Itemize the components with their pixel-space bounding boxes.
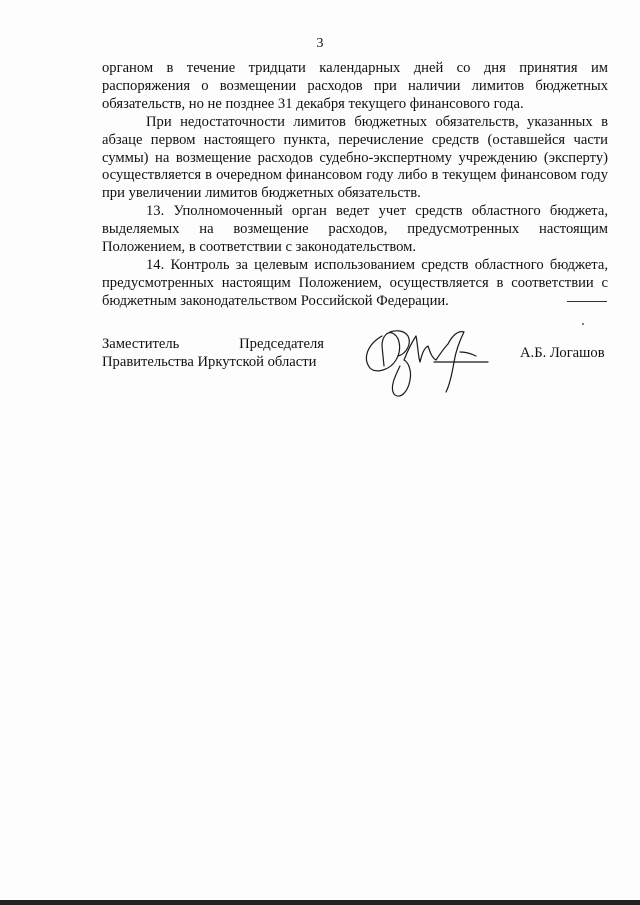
signatory-title-line-1 (102, 336, 324, 354)
signatory-title-word-chairman: Председателя (239, 336, 324, 352)
paragraph-continuation: органом в течение тридцати календарных дней со дня принятия им распоряжения о возмещении расходов при наличии лимитов бюджетных обязательств, но не позднее 31 декабря текущего финансового года. (102, 60, 608, 112)
signatory-title-word-deputy: Заместитель (102, 336, 180, 352)
paragraph-insufficient-limits: При недостаточности лимитов бюджетных обязательств, указанных в абзаце первом настоящего пункта, перечисление средств (оставшейся части суммы) на возмещение расходов судебно-экспертному учреждению (эксперту) осуществляется в очередном финансовом году либо в текущем финансовом году при увеличении лимитов бюджетных обязательств. (102, 113, 608, 202)
signatory-name: А.Б. Логашов (520, 345, 605, 361)
document-body (102, 60, 608, 311)
signatory-title-line-2: Правительства Иркутской области (102, 353, 317, 370)
handwritten-signature (360, 322, 490, 402)
end-of-text-line (567, 301, 607, 302)
signatory-title (102, 336, 324, 372)
page-number: 3 (316, 36, 324, 51)
paragraph-item-14: 14. Контроль за целевым использованием средств областного бюджета, предусмотренных настоящим Положением, осуществляется в соответствии с бюджетным законодательством Российской Федерации. (102, 256, 608, 309)
paragraph-item-13: 13. Уполномоченный орган ведет учет средств областного бюджета, выделяемых на возмещение расходов, предусмотренных настоящим Положением, в соответствии с законодательством. (102, 203, 608, 256)
scan-speck (582, 323, 584, 325)
scan-bottom-edge (0, 900, 640, 905)
